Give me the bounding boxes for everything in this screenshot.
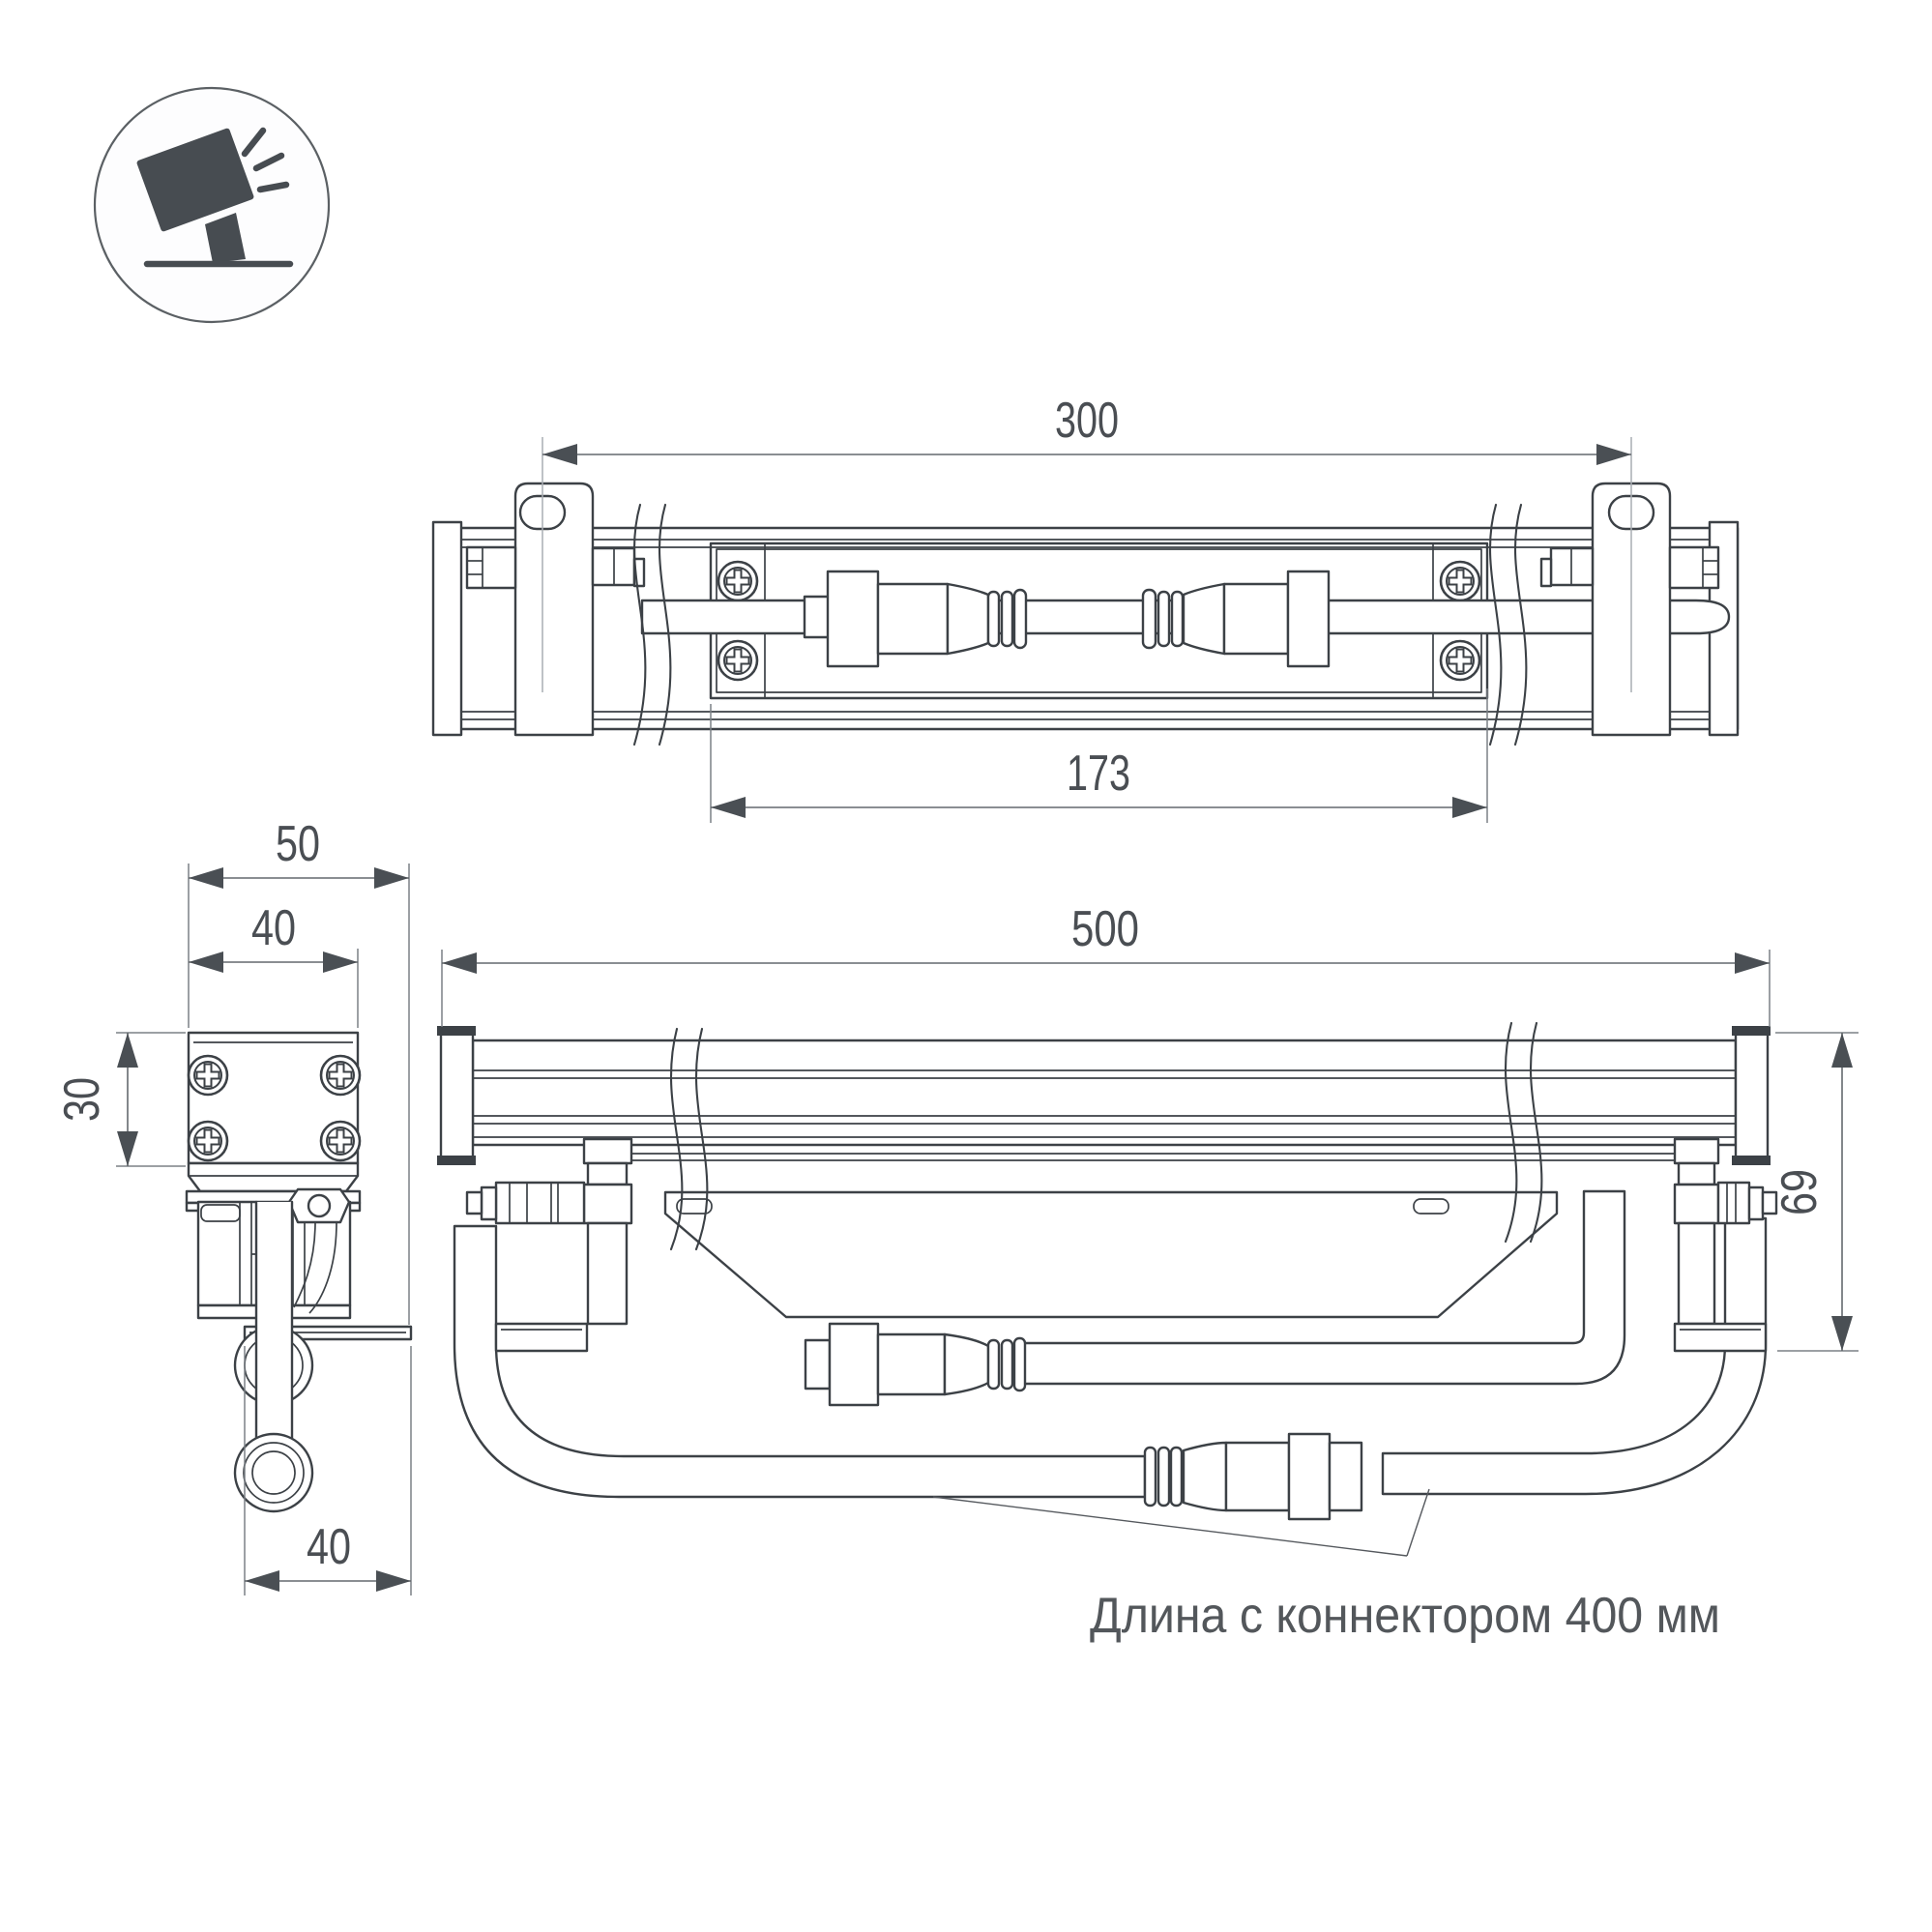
front-bar [473, 1040, 1736, 1145]
dim-50-label: 50 [276, 816, 320, 872]
dimension-40-top [189, 900, 358, 1028]
side-connector-end [235, 1434, 312, 1511]
front-connector-female [805, 1324, 1025, 1405]
front-module [665, 1192, 1557, 1317]
dimension-500 [442, 901, 1770, 1027]
screw-icon [189, 1122, 227, 1160]
screw-icon [1441, 562, 1479, 600]
side-clamp-plate [189, 1163, 358, 1191]
dim-40-top-label: 40 [251, 900, 296, 956]
screw-icon [321, 1122, 360, 1160]
product-icon [95, 88, 329, 322]
bracket-foot [1675, 1324, 1766, 1351]
dim-30-label: 30 [54, 1066, 110, 1122]
dim-300-label: 300 [1055, 393, 1119, 449]
front-connector-male [1145, 1434, 1361, 1519]
top-left-endcap [433, 522, 461, 735]
cable-length-note: Длина с коннектором 400 мм [1090, 1588, 1720, 1644]
side-view [54, 816, 411, 1595]
screw-icon [718, 641, 757, 680]
dimension-30 [54, 1033, 186, 1166]
bracket-foot [496, 1324, 587, 1351]
dimension-300 [542, 393, 1631, 465]
dimension-69 [1771, 1033, 1859, 1351]
clamp-knob [1718, 1183, 1749, 1223]
top-view [433, 393, 1738, 823]
screw-icon [718, 562, 757, 600]
dim-173-label: 173 [1067, 746, 1130, 802]
dim-40-bottom-label: 40 [307, 1519, 351, 1575]
dim-69-label: 69 [1771, 1159, 1828, 1215]
top-left-bracket [515, 483, 593, 735]
front-right-endcap [1732, 1026, 1771, 1165]
screw-icon [321, 1056, 360, 1095]
front-left-endcap [437, 1026, 476, 1165]
dim-500-label: 500 [1071, 901, 1139, 957]
screw-icon [189, 1056, 227, 1095]
front-view [437, 901, 1859, 1644]
screw-icon [1441, 641, 1479, 680]
